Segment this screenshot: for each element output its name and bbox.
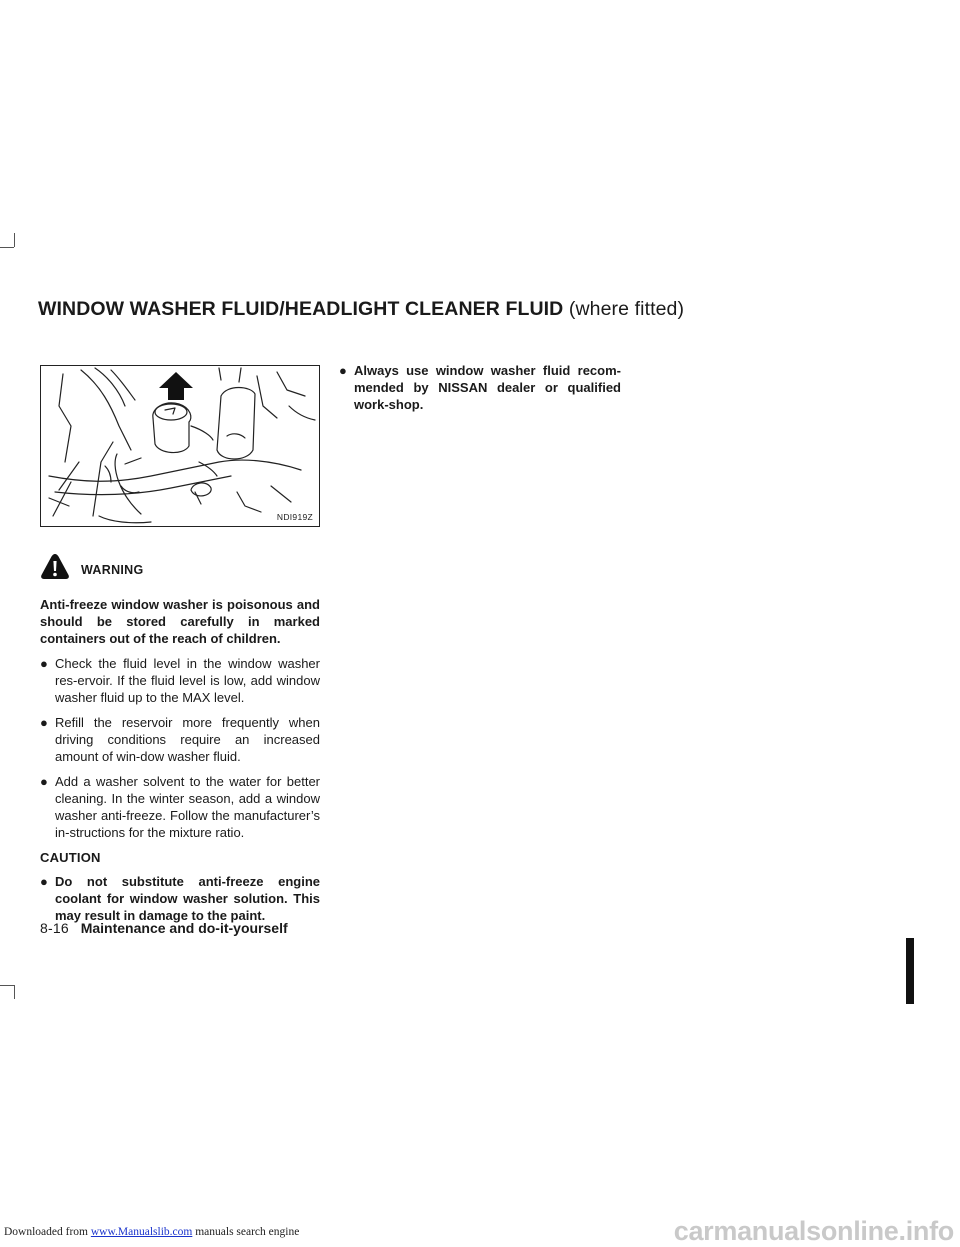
download-banner	[4, 1226, 299, 1238]
list-item	[40, 655, 320, 706]
chapter-tab-marker	[906, 938, 914, 1004]
list-item-text: Add a washer solvent to the water for better cleaning. In the winter season, add a window washer anti-freeze. Follow the manufacturer’s in-structions for the mixture ratio.	[55, 774, 320, 840]
bullet-icon: ●	[40, 715, 48, 730]
crop-mark	[0, 985, 14, 986]
figure-code: NDI919Z	[276, 512, 313, 522]
section-name: Maintenance and do-it-yourself	[80, 920, 288, 936]
page-number: 8-16	[40, 920, 69, 936]
watermark: carmanualsonline.info	[673, 1216, 954, 1246]
right-column	[339, 362, 621, 413]
list-item	[40, 714, 320, 765]
crop-mark	[14, 233, 15, 247]
download-suffix: manuals search engine	[192, 1226, 300, 1238]
list-item-text: Refill the reservoir more frequently when driving conditions require an increased amount of win-dow washer fluid.	[55, 715, 320, 764]
crop-mark	[14, 985, 15, 999]
list-item-text: Always use window washer fluid recom-mended by NISSAN dealer or qualified work-shop.	[354, 363, 621, 412]
bullet-icon: ●	[40, 656, 48, 671]
arrow-up-icon	[159, 372, 193, 400]
bullet-icon: ●	[40, 774, 48, 789]
page-title	[38, 298, 918, 321]
warning-lead: Anti-freeze window washer is poisonous and should be stored carefully in marked containers out of the reach of children.	[40, 597, 320, 646]
caution-heading: CAUTION	[40, 850, 101, 865]
page-title-text: WINDOW WASHER FLUID/HEADLIGHT CLEANER FLUID	[38, 298, 564, 320]
bullet-icon: ●	[40, 874, 48, 889]
warning-icon	[40, 552, 70, 580]
crop-mark	[0, 247, 14, 248]
washer-reservoir-illustration	[40, 365, 320, 527]
page-footer	[40, 920, 288, 936]
manualslib-link[interactable]: www.Manualslib.com	[90, 1226, 193, 1238]
list-item	[339, 362, 621, 413]
list-item	[40, 873, 320, 924]
engine-bay-line-drawing	[41, 366, 320, 527]
list-item-text: Do not substitute anti-freeze engine coolant for window washer solution. This may result in damage to the paint.	[55, 874, 320, 923]
bullet-icon: ●	[339, 363, 347, 378]
download-prefix: Downloaded from	[4, 1226, 91, 1238]
list-item	[40, 773, 320, 841]
list-item-text: Check the fluid level in the window washer res-ervoir. If the fluid level is low, add window washer fluid up to the MAX level.	[55, 656, 320, 705]
left-column	[40, 596, 320, 924]
page-title-qualifier: (where fitted)	[568, 298, 685, 320]
warning-title: WARNING	[81, 563, 144, 577]
